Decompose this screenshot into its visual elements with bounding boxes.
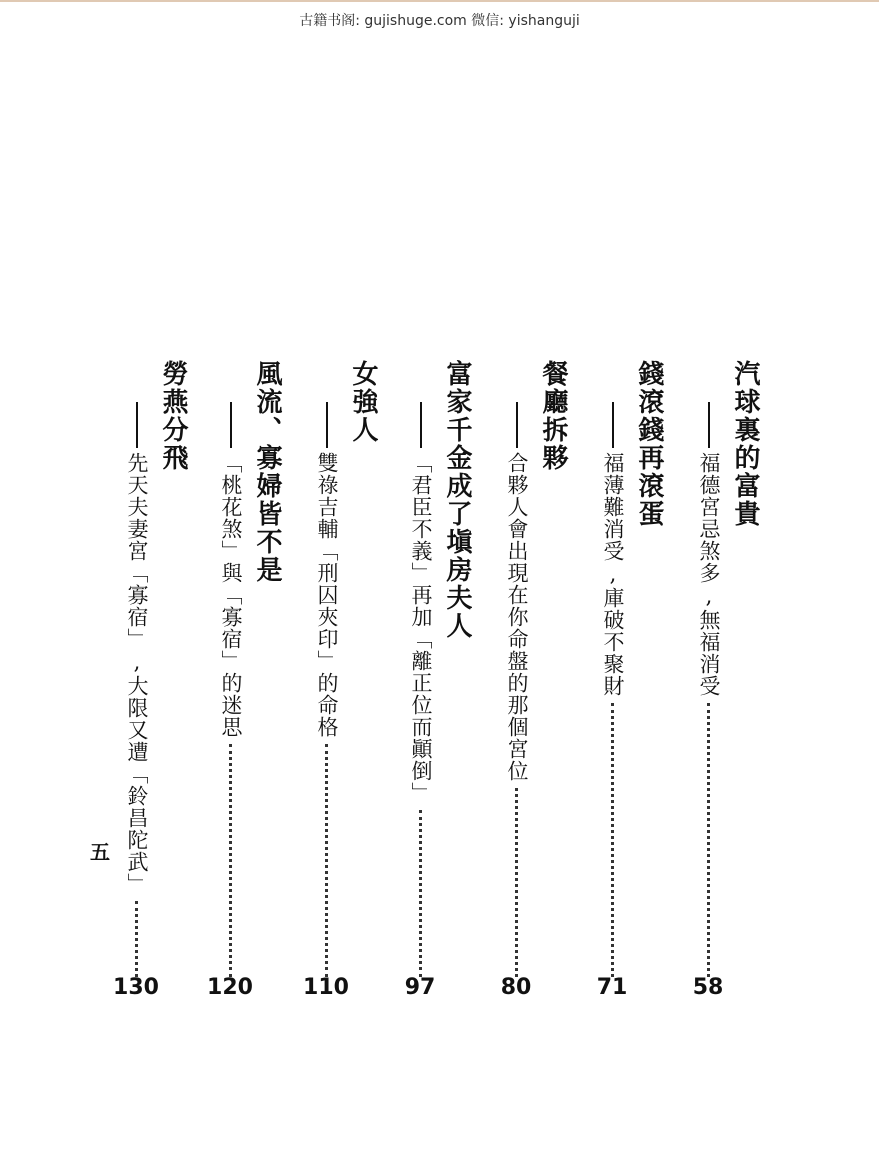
em-dash [326, 402, 328, 448]
toc-entry-subtitle: 福德宮忌煞多,無福消受 [696, 402, 722, 977]
leader-dots [419, 810, 422, 977]
page-number: 80 [500, 975, 532, 1000]
page-folio: 五 [90, 840, 110, 864]
em-dash [420, 402, 422, 448]
toc-entry-2 [596, 360, 704, 1010]
toc-entry-6 [207, 360, 322, 1010]
leader-dots [515, 788, 518, 977]
page-number: 110 [303, 975, 349, 1000]
page-number: 97 [404, 975, 436, 1000]
toc-entry-title: 勞燕分飛 [158, 360, 188, 472]
leader-dots [229, 744, 232, 977]
em-dash [516, 402, 518, 448]
toc-entry-title: 餐廳拆夥 [538, 360, 568, 472]
toc-entry-title: 錢滾錢再滾蛋 [634, 360, 664, 528]
toc-entry-subtitle: 福薄難消受,庫破不聚財 [600, 402, 626, 977]
toc-entry-subtitle: 「君臣不義」再加「離正位而顚倒」 [408, 402, 434, 977]
toc-entry-1 [692, 360, 800, 1010]
em-dash [230, 402, 232, 448]
page-number: 130 [113, 975, 159, 1000]
toc-entry-subtitle: 先天夫妻宮「寡宿」,大限又遭「鈴昌陀武」 [124, 402, 150, 977]
toc-entry-title: 女強人 [348, 360, 378, 444]
page-number: 58 [692, 975, 724, 1000]
toc-entry-5 [303, 360, 418, 1010]
watermark-text: 古籍书阁: gujishuge.com 微信: yishanguji [299, 13, 580, 29]
em-dash [612, 402, 614, 448]
page-number: 120 [207, 975, 253, 1000]
toc-entry-subtitle: 雙祿吉輔「刑囚夾印」的命格 [314, 402, 340, 977]
leader-dots [325, 744, 328, 977]
toc-entry-3 [500, 360, 608, 1010]
em-dash [708, 402, 710, 448]
leader-dots [611, 703, 614, 977]
toc-entry-title: 富家千金成了塡房夫人 [442, 360, 472, 640]
em-dash [136, 402, 138, 448]
toc-entry-title: 風流、寡婦皆不是 [252, 360, 282, 584]
toc-entry-subtitle: 「桃花煞」與「寡宿」的迷思 [218, 402, 244, 977]
toc-entry-subtitle: 合夥人會出現在你命盤的那個宮位 [504, 402, 530, 977]
toc-entry-title: 汽球裏的富貴 [730, 360, 760, 528]
top-border [0, 0, 879, 2]
leader-dots [135, 901, 138, 977]
page-number: 71 [596, 975, 628, 1000]
toc-entry-7 [113, 360, 228, 1010]
leader-dots [707, 703, 710, 977]
toc-entry-4 [404, 360, 512, 1010]
